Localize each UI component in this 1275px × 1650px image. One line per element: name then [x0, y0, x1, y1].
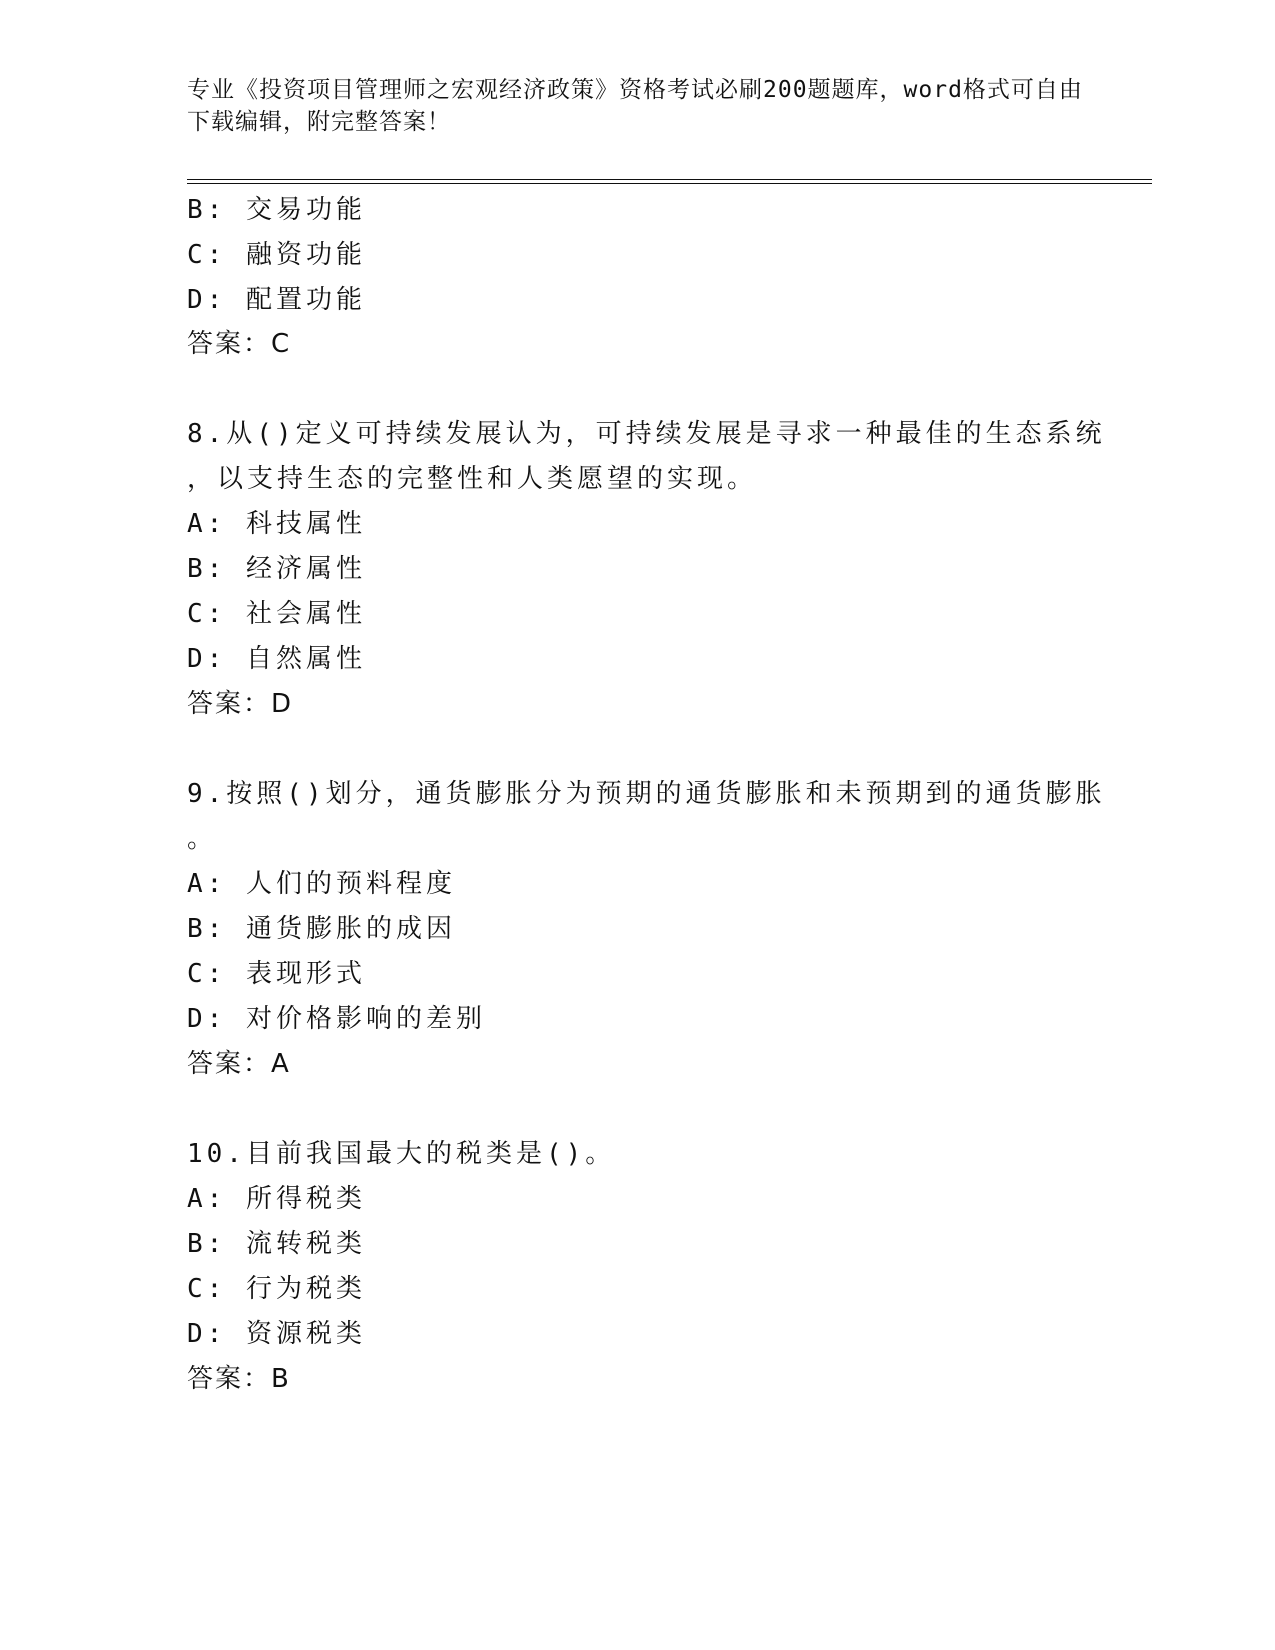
option-text: 行为税类: [245, 1274, 366, 1304]
option-label: C:: [187, 959, 227, 989]
option-label: D:: [187, 1004, 227, 1034]
option-text: 通货膨胀的成因: [245, 914, 456, 944]
q10-option-c: [187, 1273, 366, 1305]
option-text: 社会属性: [245, 599, 366, 629]
q7-option-b: [187, 194, 366, 226]
q8-option-d: [187, 643, 366, 675]
option-label: D:: [187, 644, 227, 674]
q9-option-a: [187, 868, 456, 900]
q7-option-c: [187, 239, 366, 271]
q7-option-d: [187, 284, 366, 316]
q8-stem-line1: 8.从()定义可持续发展认为，可持续发展是寻求一种最佳的生态系统: [187, 419, 1106, 449]
option-text: 交易功能: [245, 195, 366, 225]
option-label: C:: [187, 1274, 227, 1304]
q10-option-b: [187, 1228, 366, 1260]
option-text: 资源税类: [245, 1319, 366, 1349]
option-label: B:: [187, 914, 227, 944]
option-label: B:: [187, 195, 227, 225]
q7-answer: 答案：C: [187, 329, 292, 359]
q8-option-c: [187, 598, 366, 630]
q10-option-a: [187, 1183, 366, 1215]
option-label: A:: [187, 869, 227, 899]
header-divider-bottom: [187, 183, 1152, 184]
option-text: 人们的预料程度: [245, 869, 456, 899]
q9-stem-line1: 9.按照()划分，通货膨胀分为预期的通货膨胀和未预期到的通货膨胀: [187, 779, 1106, 809]
option-label: B:: [187, 554, 227, 584]
option-label: D:: [187, 285, 227, 315]
q10-option-d: [187, 1318, 366, 1350]
q9-option-c: [187, 958, 366, 990]
q10-answer: 答案：B: [187, 1364, 291, 1394]
option-text: 科技属性: [245, 509, 366, 539]
option-text: 流转税类: [245, 1229, 366, 1259]
q9-answer: 答案：A: [187, 1049, 291, 1079]
option-label: C:: [187, 240, 227, 270]
option-label: A:: [187, 1184, 227, 1214]
option-text: 自然属性: [245, 644, 366, 674]
header-divider-top: [187, 179, 1152, 180]
option-text: 所得税类: [245, 1184, 366, 1214]
q9-stem-line2: 。: [187, 824, 218, 854]
q9-option-b: [187, 913, 456, 945]
option-label: B:: [187, 1229, 227, 1259]
option-text: 配置功能: [245, 285, 366, 315]
option-label: D:: [187, 1319, 227, 1349]
option-label: A:: [187, 509, 227, 539]
q8-option-a: [187, 508, 366, 540]
option-label: C:: [187, 599, 227, 629]
q8-stem-line2: ，以支持生态的完整性和人类愿望的实现。: [187, 464, 758, 494]
document-header: 专业《投资项目管理师之宏观经济政策》资格考试必刷200题题库，word格式可自由下载编辑，附完整答案！: [187, 77, 1083, 135]
option-text: 对价格影响的差别: [245, 1004, 486, 1034]
q8-answer: 答案：D: [187, 689, 294, 719]
q10-stem-line1: 10.目前我国最大的税类是()。: [187, 1139, 616, 1169]
q8-option-b: [187, 553, 366, 585]
option-text: 表现形式: [245, 959, 366, 989]
q9-option-d: [187, 1003, 486, 1035]
option-text: 融资功能: [245, 240, 366, 270]
option-text: 经济属性: [245, 554, 366, 584]
